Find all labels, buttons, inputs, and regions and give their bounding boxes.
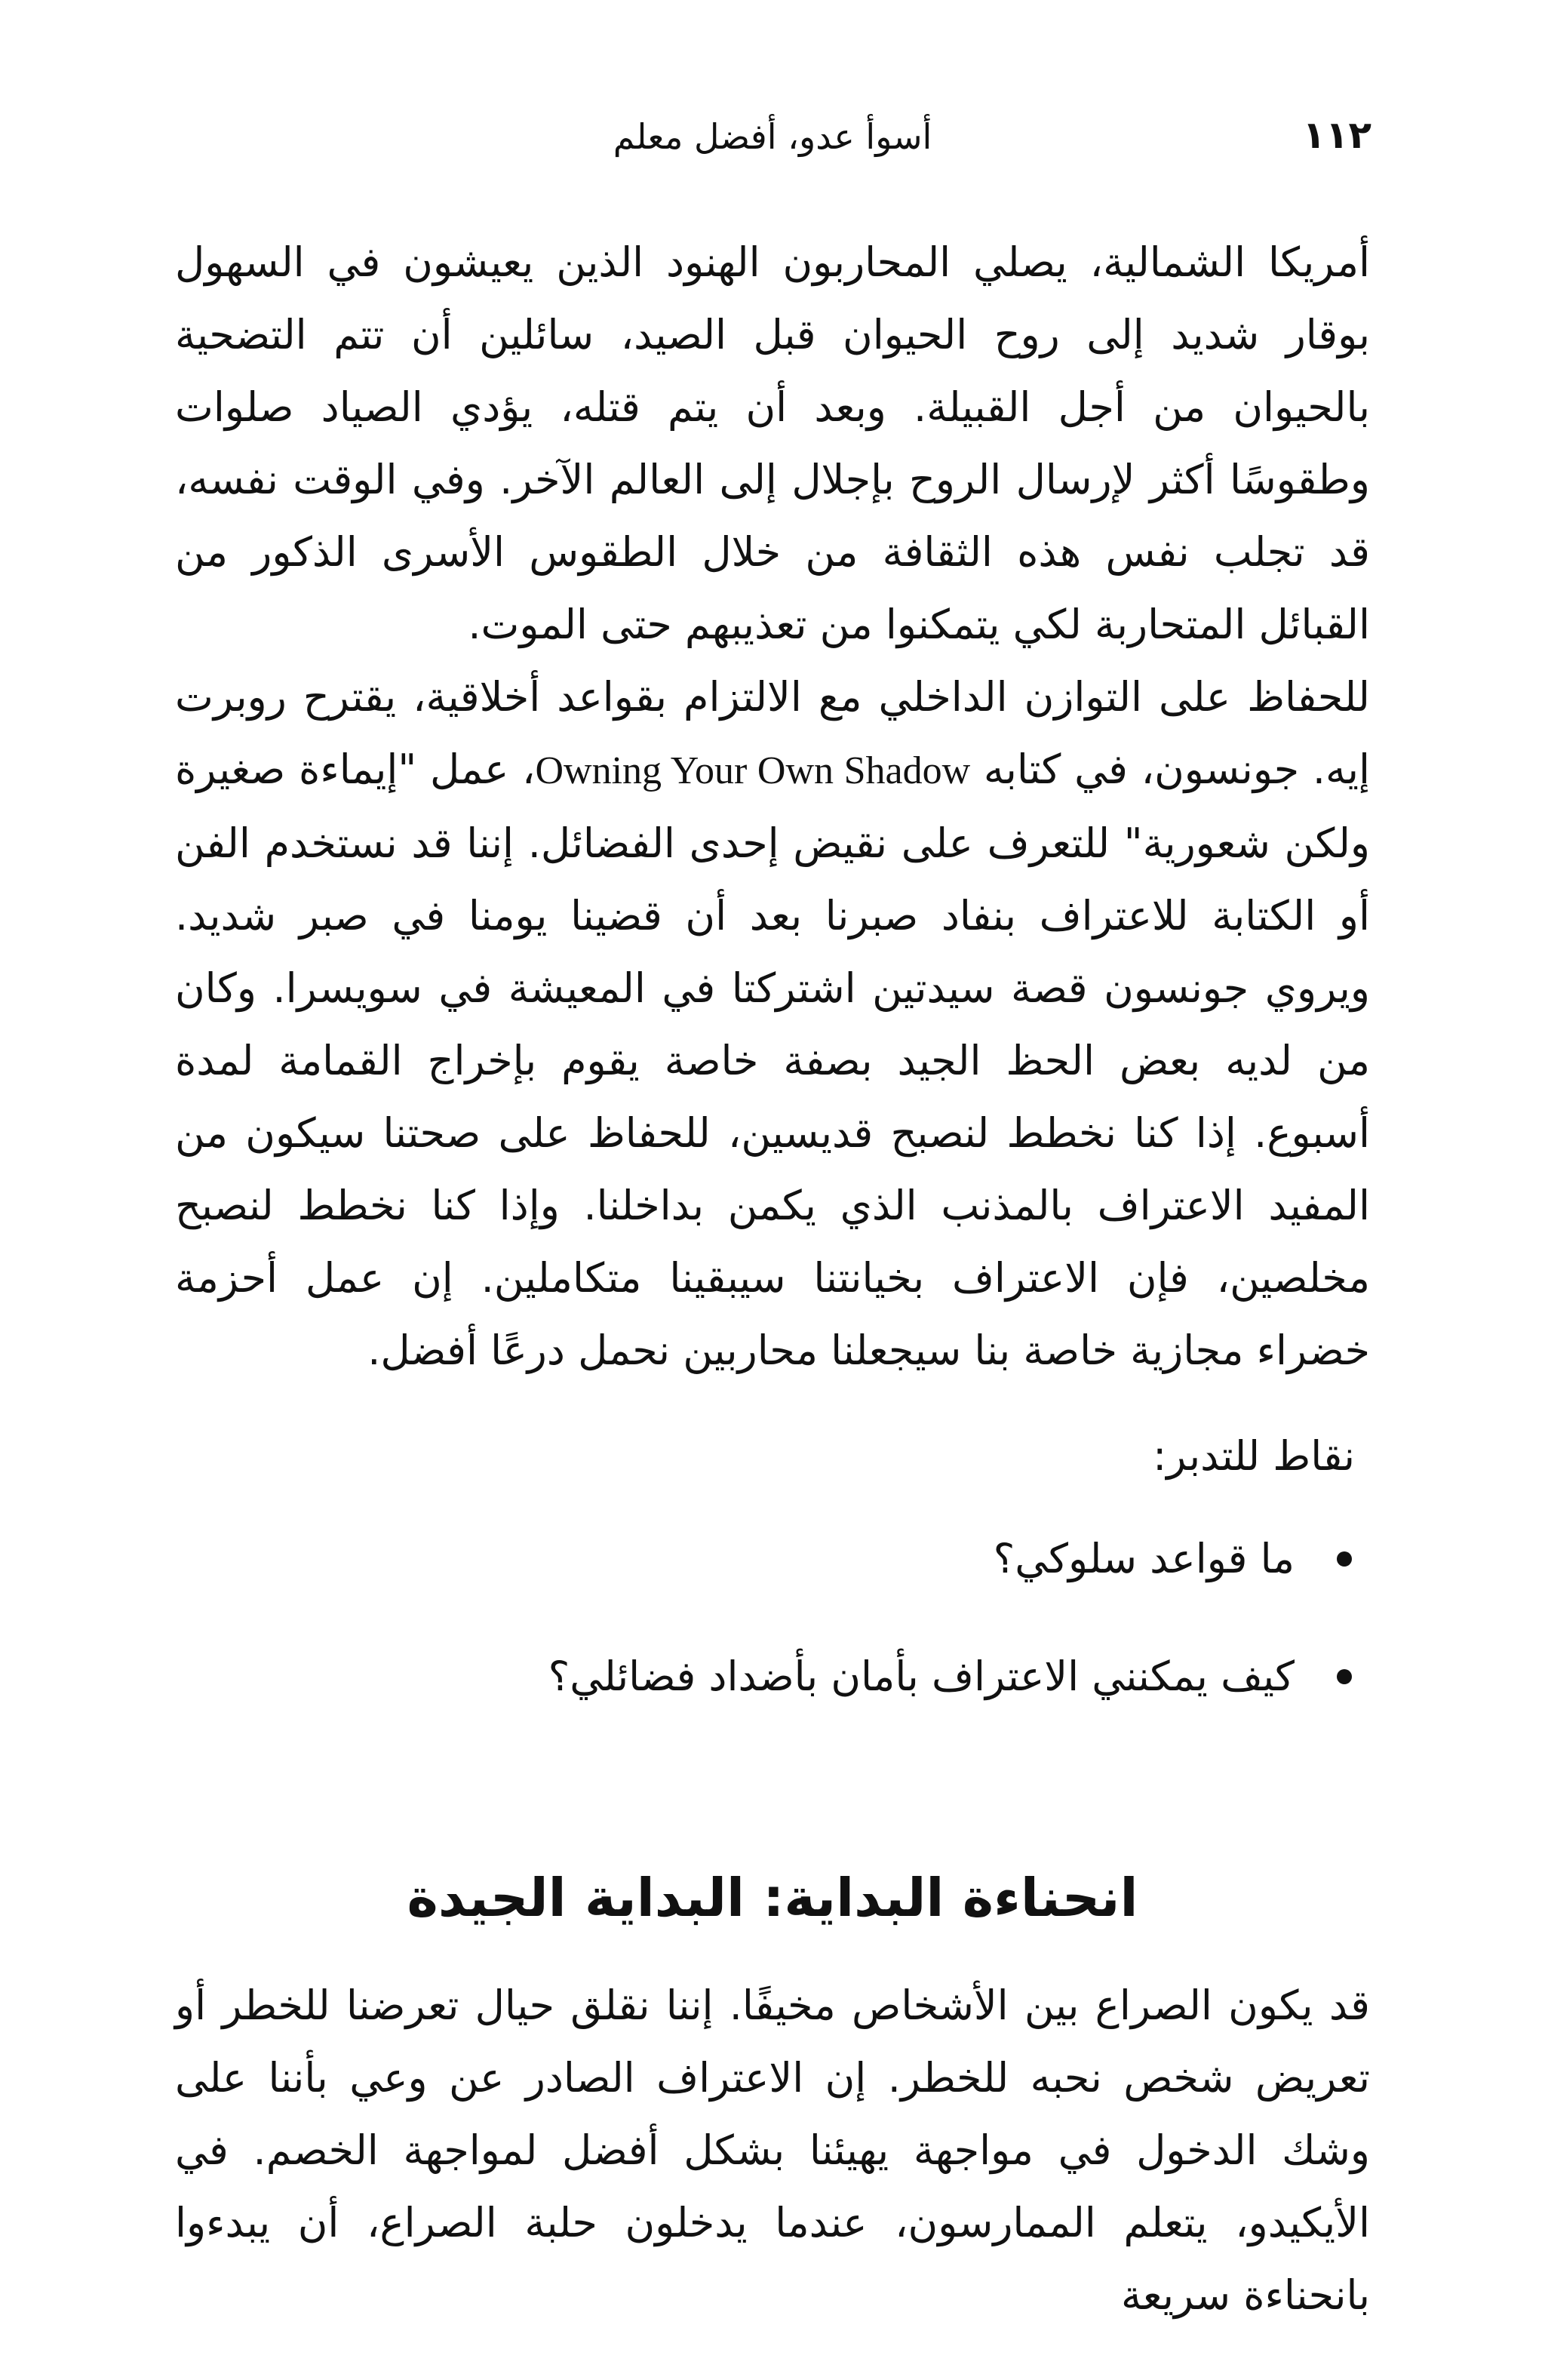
paragraph-aikido: قد يكون الصراع بين الأشخاص مخيفًا. إننا نقلق حيال تعرضنا للخطر أو تعريض شخص نحبه للخطر. إن الاعتراف الصادر عن وعي بأننا على وشك الدخول في مواجهة يهيئنا بشكل أفضل لمواجهة الخصم. في الأيكيدو، يتعلم الممارسون، عندما يدخلون حلبة الصراع، أن يبدءوا بانحناءة سريعة bbox=[175, 1982, 1370, 2319]
page-number: ١١٢ bbox=[1302, 113, 1371, 157]
running-head bbox=[174, 113, 1371, 166]
reflection-point-text: كيف يمكنني الاعتراف بأمان بأضداد فضائلي؟ bbox=[548, 1653, 1295, 1700]
reflection-point-text: ما قواعد سلوكي؟ bbox=[993, 1535, 1295, 1582]
reflection-point bbox=[175, 1640, 1370, 1713]
book-title: Owning Your Own Shadow bbox=[535, 749, 971, 792]
reflection-points bbox=[175, 1523, 1370, 1713]
paragraph-johnson-shadow bbox=[175, 661, 1370, 1387]
reflection-point bbox=[175, 1523, 1370, 1595]
paragraph-plains-warriors: أمريكا الشمالية، يصلي المحاربون الهنود الذين يعيشون في السهول بوقار شديد إلى روح الحيوان قبل الصيد، سائلين أن تتم التضحية بالحيوان من أجل القبيلة. وبعد أن يتم قتله، يؤدي الصياد صلوات وطقوسًا أكثر لإرسال الروح بإجلال إلى العالم الآخر. وفي الوقت نفسه، قد تجلب نفس هذه الثقافة من خلال الطقوس الأسرى الذكور من القبائل المتحاربة لكي يتمكنوا من تعذيبهم حتى الموت. bbox=[175, 238, 1370, 648]
reflection-title: نقاط للتدبر: bbox=[1153, 1432, 1355, 1480]
paragraph-johnson-text-start: للحفاظ على التوازن الداخلي مع الالتزام بقواعد أخلاقية، يقترح روبرت إيه. جونسون، في كتابه bbox=[175, 673, 1370, 793]
section-heading: انحناءة البداية: البداية الجيدة bbox=[407, 1867, 1138, 1929]
paragraph-johnson-text-end: ، عمل "إيماءة صغيرة ولكن شعورية" للتعرف على نقيض إحدى الفضائل. إننا قد نستخدم الفن أو الكتابة للاعتراف بنفاد صبرنا بعد أن قضينا يومنا في صبر شديد. ويروي جونسون قصة سيدتين اشتركتا في المعيشة في سويسرا. وكان من لديه بعض الحظ الجيد بصفة خاصة يقوم بإخراج القمامة لمدة أسبوع. إذا كنا نخطط لنصبح قديسين، للحفاظ على صحتنا سيكون من المفيد الاعتراف بالمذنب الذي يكمن بداخلنا. وإذا كنا نخطط لنصبح مخلصين، فإن الاعتراف بخيانتنا سيبقينا متكاملين. إن عمل أحزمة خضراء مجازية خاصة بنا سيجعلنا محاربين نحمل درعًا أفضل. bbox=[175, 746, 1370, 1374]
page-content bbox=[175, 226, 1370, 2332]
bullet-icon bbox=[1337, 1551, 1352, 1567]
running-title: أسوأ عدو، أفضل معلم bbox=[613, 116, 932, 157]
bullet-icon bbox=[1337, 1669, 1352, 1684]
